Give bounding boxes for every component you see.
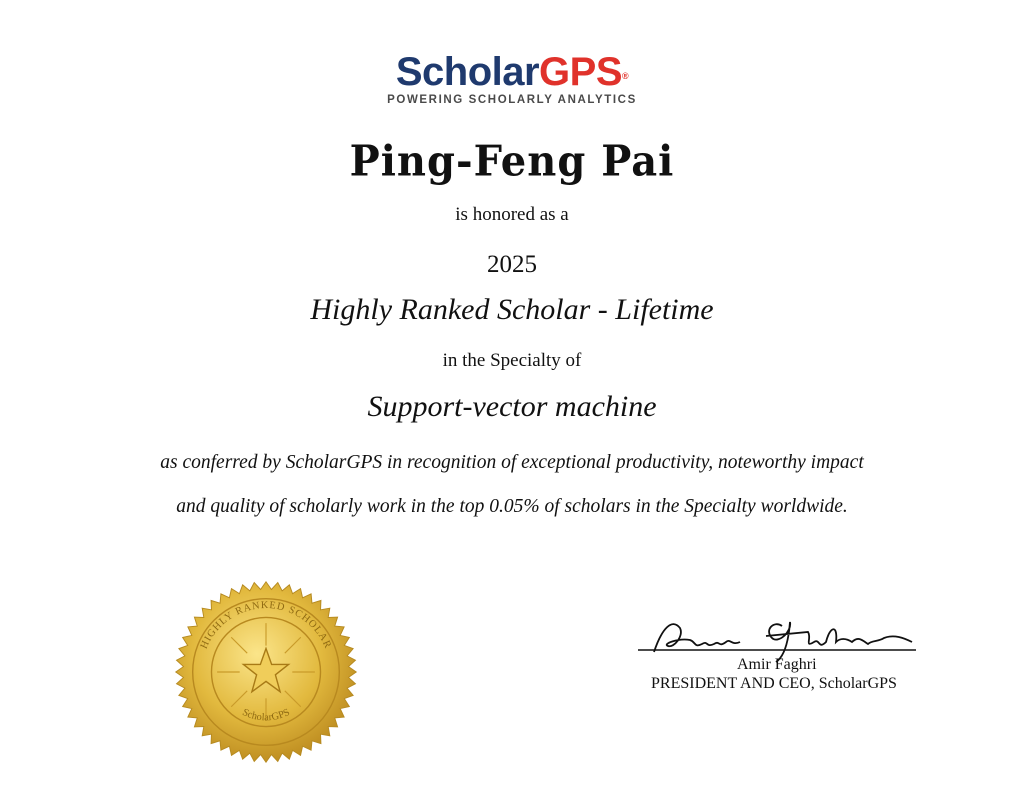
award-year: 2025 bbox=[487, 251, 537, 278]
registered-mark: ® bbox=[622, 71, 629, 81]
logo-word-gps: GPS bbox=[539, 50, 623, 94]
logo-wordmark bbox=[0, 50, 1024, 94]
citation-line-2: and quality of scholarly work in the top 0.05% of scholars in the Specialty worldwide. bbox=[176, 496, 848, 517]
specialty-name: Support-vector machine bbox=[367, 390, 657, 423]
intro-text: is honored as a bbox=[455, 204, 569, 225]
recipient-name: Ping-Feng Pai bbox=[349, 136, 675, 187]
award-title: Highly Ranked Scholar - Lifetime bbox=[310, 293, 714, 326]
seal-top-text: HIGHLY RANKED SCHOLAR bbox=[198, 600, 334, 651]
specialty-intro: in the Specialty of bbox=[442, 350, 582, 371]
logo-tagline: POWERING SCHOLARLY ANALYTICS bbox=[387, 94, 637, 106]
seal-bottom-text: ScholarGPS bbox=[240, 707, 292, 724]
gold-seal-icon bbox=[172, 578, 360, 766]
scholargps-logo bbox=[0, 50, 1024, 106]
logo-word-scholar: Scholar bbox=[395, 50, 540, 94]
signatory-name: Amir Faghri bbox=[737, 656, 817, 673]
signatory-title: PRESIDENT AND CEO, ScholarGPS bbox=[651, 675, 897, 692]
citation-line-1: as conferred by ScholarGPS in recognition of exceptional productivity, noteworthy impact bbox=[160, 452, 864, 473]
